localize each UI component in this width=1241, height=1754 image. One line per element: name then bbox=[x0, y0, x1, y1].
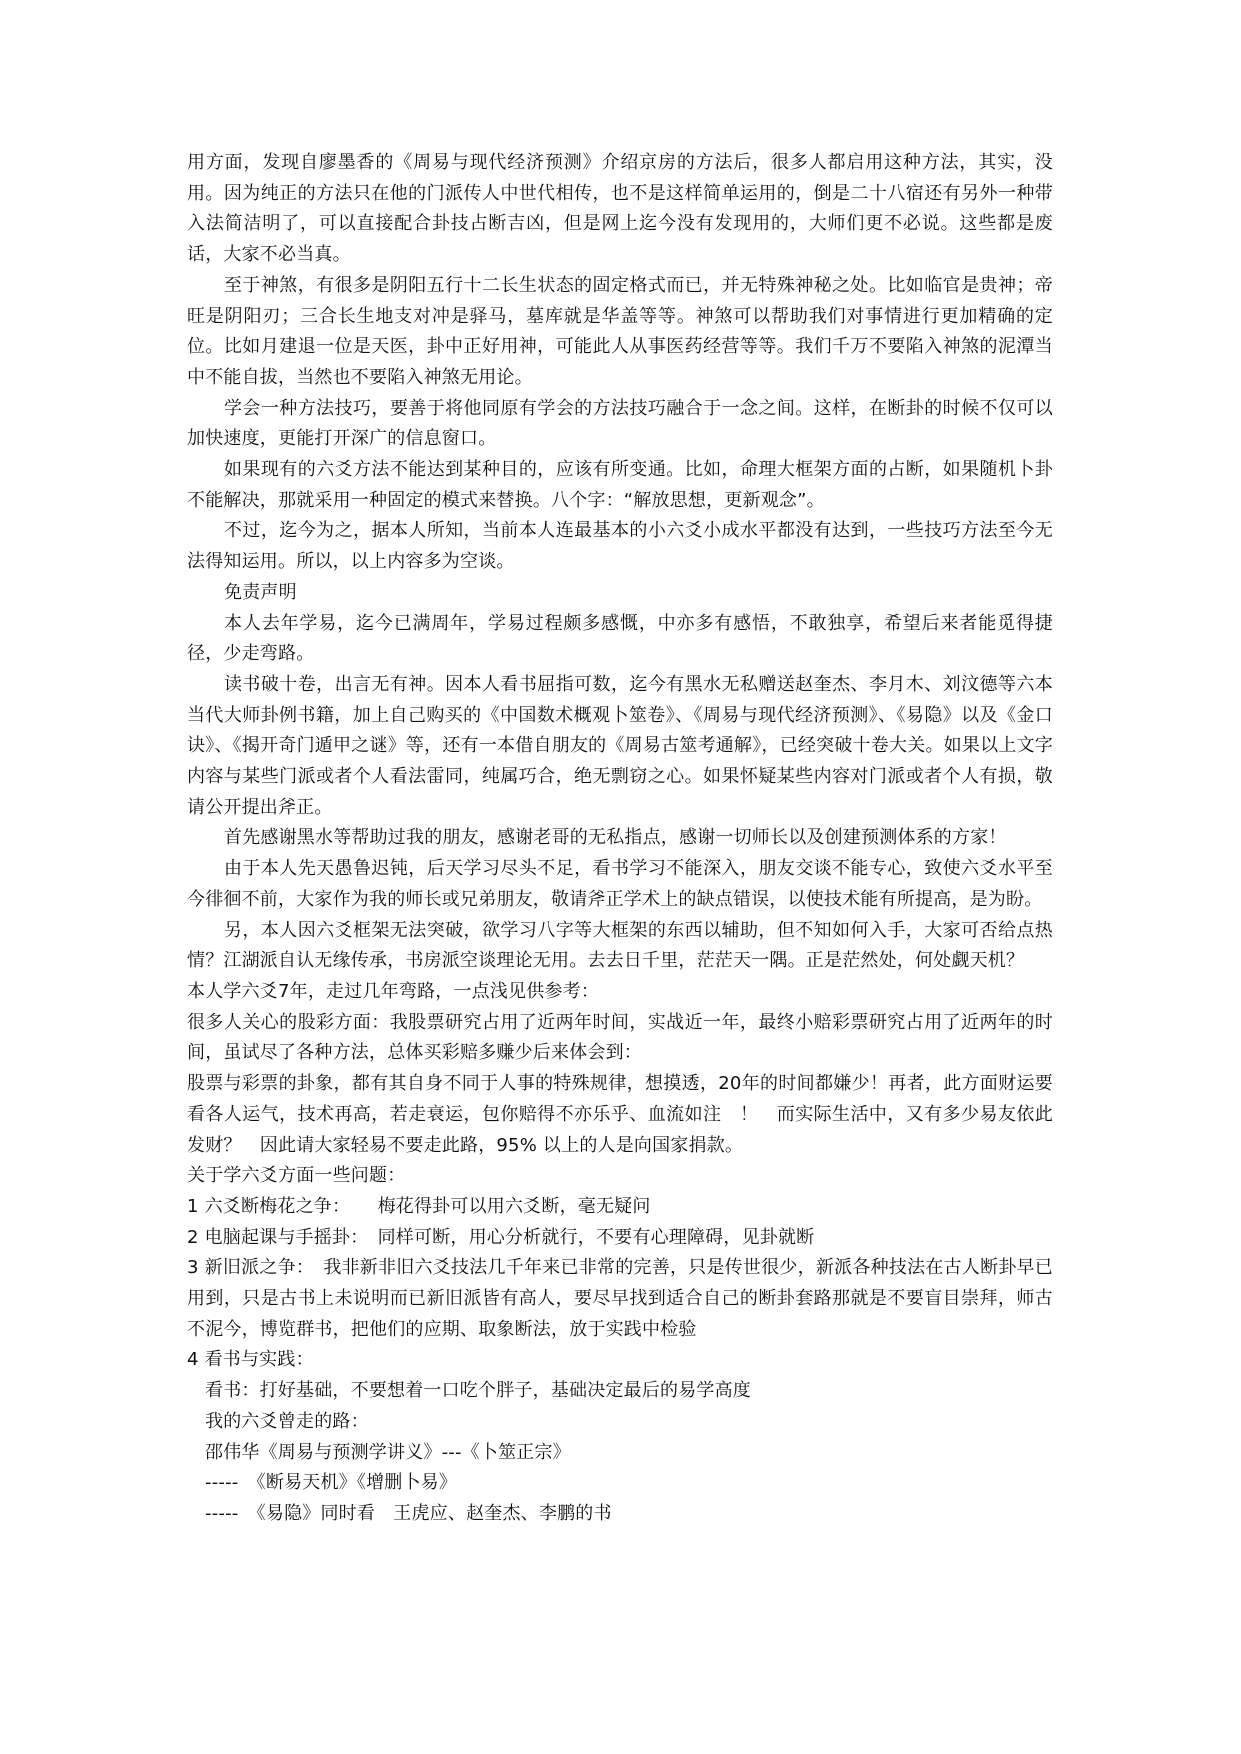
paragraph: ----- 《易隐》同时看 王虎应、赵奎杰、李鹏的书 bbox=[205, 1502, 612, 1524]
paragraph: 股票与彩票的卦象，都有其自身不同于人事的特殊规律，想摸透，20年的时间都嫌少！再者，此方面财运要看各人运气，技术再高，若走衰运，包你赔得不亦乐乎、血流如注 ！ 而实际生活中，又有多少易友依此发财？ 因此请大家轻易不要走此路，95% 以上的人是向国家捐款。 bbox=[187, 1073, 1053, 1156]
paragraph: 首先感谢黑水等帮助过我的朋友，感谢老哥的无私指点，感谢一切师长以及创建预测体系的方家！ bbox=[224, 827, 1007, 849]
paragraph: 本人学六爻7年，走过几年弯路，一点浅见供参考： bbox=[187, 980, 600, 1002]
paragraph: 关于学六爻方面一些问题： bbox=[187, 1165, 406, 1187]
paragraph: ----- 《断易天机》《增删卜易》 bbox=[205, 1472, 458, 1494]
paragraph: 4 看书与实践： bbox=[187, 1349, 314, 1371]
paragraph: 至于神煞，有很多是阴阳五行十二长生状态的固定格式而已，并无特殊神秘之处。比如临官是贵神；帝旺是阴阳刃；三合长生地支对冲是驿马，墓库就是华盖等等。神煞可以帮助我们对事情进行更加精确的定位。比如月建退一位是天医，卦中正好用神，可能此人从事医药经营等等。我们千万不要陷入神煞的泥潭当中不能自拔，当然也不要陷入神煞无用论。 bbox=[187, 274, 1053, 388]
paragraph: 另，本人因六爻框架无法突破，欲学习八字等大框架的东西以辅助，但不知如何入手，大家可否给点热情？江湖派自认无缘传承，书房派空谈理论无用。去去日千里，茫茫天一隅。正是茫然处，何处觑天机？ bbox=[187, 919, 1053, 972]
paragraph: 1 六爻断梅花之争： 梅花得卦可以用六爻断，毫无疑问 bbox=[187, 1195, 651, 1217]
paragraph: 如果现有的六爻方法不能达到某种目的，应该有所变通。比如，命理大框架方面的占断，如果随机卜卦不能解决，那就采用一种固定的模式来替换。八个字：“解放思想，更新观念”。 bbox=[187, 459, 1053, 511]
paragraph: 由于本人先天愚鲁迟钝，后天学习尽头不足，看书学习不能深入，朋友交谈不能专心，致使六爻水平至今徘徊不前，大家作为我的师长或兄弟朋友，敬请斧正学术上的缺点错误，以使技术能有所提高，是为盼。 bbox=[187, 858, 1053, 910]
paragraph: 看书：打好基础，不要想着一口吃个胖子，基础决定最后的易学高度 bbox=[205, 1380, 751, 1402]
paragraph: 我的六爻曾走的路： bbox=[205, 1410, 369, 1432]
paragraph: 很多人关心的股彩方面：我股票研究占用了近两年时间，实战近一年，最终小赔彩票研究占用了近两年的时间，虽试尽了各种方法，总体买彩赔多赚少后来体会到： bbox=[187, 1011, 1053, 1064]
paragraph: 不过，迄今为之，据本人所知，当前本人连最基本的小六爻小成水平都没有达到，一些技巧方法至今无法得知运用。所以，以上内容多为空谈。 bbox=[187, 520, 1053, 573]
paragraph: 学会一种方法技巧，要善于将他同原有学会的方法技巧融合于一念之间。这样，在断卦的时候不仅可以加快速度，更能打开深广的信息窗口。 bbox=[187, 397, 1053, 450]
paragraph: 2 电脑起课与手摇卦： 同样可断，用心分析就行，不要有心理障碍，见卦就断 bbox=[187, 1226, 815, 1248]
paragraph: 用方面，发现自廖墨香的《周易与现代经济预测》介绍京房的方法后，很多人都启用这种方法，其实，没用。因为纯正的方法只在他的门派传人中世代相传，也不是这样简单运用的，倒是二十八宿还有另外一种带入法简洁明了，可以直接配合卦技占断吉凶，但是网上迄今没有发现用的，大师们更不必说。这些都是废话，大家不必当真。 bbox=[187, 152, 1053, 266]
paragraph: 邵伟华《周易与预测学讲义》---《卜筮正宗》 bbox=[205, 1441, 571, 1463]
paragraph: 本人去年学易，迄今已满周年，学易过程颇多感慨，中亦多有感悟，不敢独享，希望后来者能觅得捷径，少走弯路。 bbox=[187, 612, 1053, 665]
paragraph: 免责声明 bbox=[224, 581, 297, 603]
paragraph: 读书破十卷，出言无有神。因本人看书屈指可数，迄今有黑水无私赠送赵奎杰、李月木、刘汶德等六本当代大师卦例书籍，加上自己购买的《中国数术概观卜筮卷》、《周易与现代经济预测》、《易隐》以及《金口诀》、《揭开奇门遁甲之谜》等，还有一本借自朋友的《周易古筮考通解》，已经突破十卷大关。如果以上文字内容与某些门派或者个人看法雷同，纯属巧合，绝无剽窃之心。如果怀疑某些内容对门派或者个人有损，敬请公开提出斧正。 bbox=[187, 673, 1053, 818]
document-body bbox=[187, 148, 1053, 1530]
paragraph: 3 新旧派之争： 我非新非旧六爻技法几千年来已非常的完善，只是传世很少，新派各种技法在古人断卦早已用到，只是古书上未说明而已新旧派皆有高人，要尽早找到适合自己的断卦套路那就是不要盲目崇拜，师古不泥今，博览群书，把他们的应期、取象断法，放于实践中检验 bbox=[187, 1257, 1053, 1340]
